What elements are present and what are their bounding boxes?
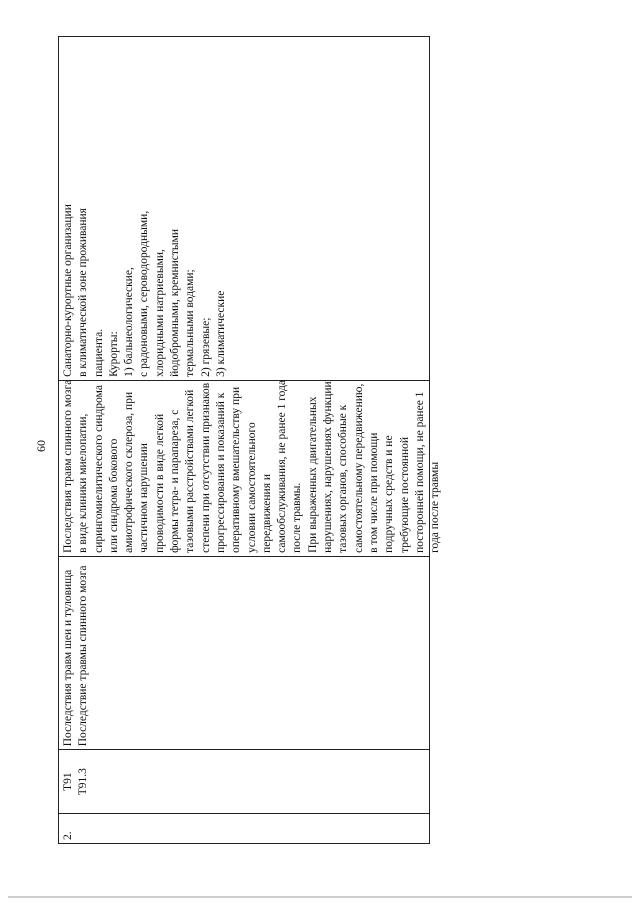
description-line: степени при отсутствии признаков [199, 382, 212, 553]
name-sub: Последствие травмы спинного мозга [77, 565, 90, 747]
description-line: года после травмы [429, 461, 442, 553]
resort-cell [59, 37, 429, 380]
name-cell [59, 556, 429, 749]
resort-line: 2) грязевые; [199, 317, 212, 377]
code-cell [59, 749, 429, 813]
description-line: в виде клиники миелопатии, [77, 413, 90, 553]
description-line: сирингомиелитического синдрома [92, 385, 105, 553]
code-main: T91 [62, 772, 74, 791]
resort-line: в климатической зоне проживания [77, 208, 90, 377]
description-line: в том числе при помощи [367, 432, 380, 553]
name-main: Последствия травм шеи и туловища [62, 569, 74, 747]
description-line: посторонней помощи, не ранее 1 [413, 391, 426, 553]
description-line: требующие постоянной [398, 436, 411, 553]
description-line: после травмы. [291, 482, 304, 553]
disease-table [58, 36, 442, 844]
resort-line: Курорты: [107, 331, 120, 377]
description-line: оперативному вмешательству при [230, 386, 243, 553]
description-cell [59, 379, 442, 556]
resort-line: 3) климатические [214, 290, 227, 377]
row-number: 2. [62, 831, 74, 840]
resort-line: хлоридными натриевыми, [153, 249, 166, 377]
resort-line: пациента. [92, 328, 105, 377]
description-line: формы тетра- и парапареза, с [169, 409, 182, 553]
description-line: или синдрома бокового [107, 438, 120, 553]
resort-line: с радоновыми, сероводородными, [138, 210, 151, 377]
description-line: При выраженных двигательных [306, 396, 319, 553]
description-line: самостоятельному передвижению, [352, 383, 365, 553]
table-container [58, 36, 442, 844]
description-line: тазовых органов, способные к [337, 404, 350, 553]
description-line: передвижения и [260, 473, 273, 553]
description-line: условии самостоятельного [245, 422, 258, 553]
code-sub: T91.3 [77, 768, 90, 796]
description-line: самообслуживания, не ранее 1 года [276, 379, 289, 553]
description-line: прогрессирования и показаний к [214, 392, 227, 553]
description-line: нарушениях, нарушениях функции [322, 381, 335, 553]
description-line: подручных средств и не [383, 435, 396, 553]
description-line: Последствия травм спинного мозга [62, 379, 74, 553]
resort-line: йодобромными, кремнистыми [169, 228, 182, 377]
row-number-cell [59, 813, 429, 843]
page-number: 60 [34, 440, 48, 452]
description-line: амиотрофического склероза, при [123, 391, 136, 553]
page-bottom-edge [8, 896, 632, 898]
description-line: проводимости в виде легкой [153, 413, 166, 553]
resort-line: термальными водами; [184, 269, 197, 377]
resort-line: Санаторно-курортные организации [62, 204, 74, 377]
description-line: тазовыми расстройствами легкой [184, 389, 197, 553]
description-line: частичном нарушении [138, 443, 151, 553]
resort-line: 1) бальнеологические, [123, 267, 136, 377]
